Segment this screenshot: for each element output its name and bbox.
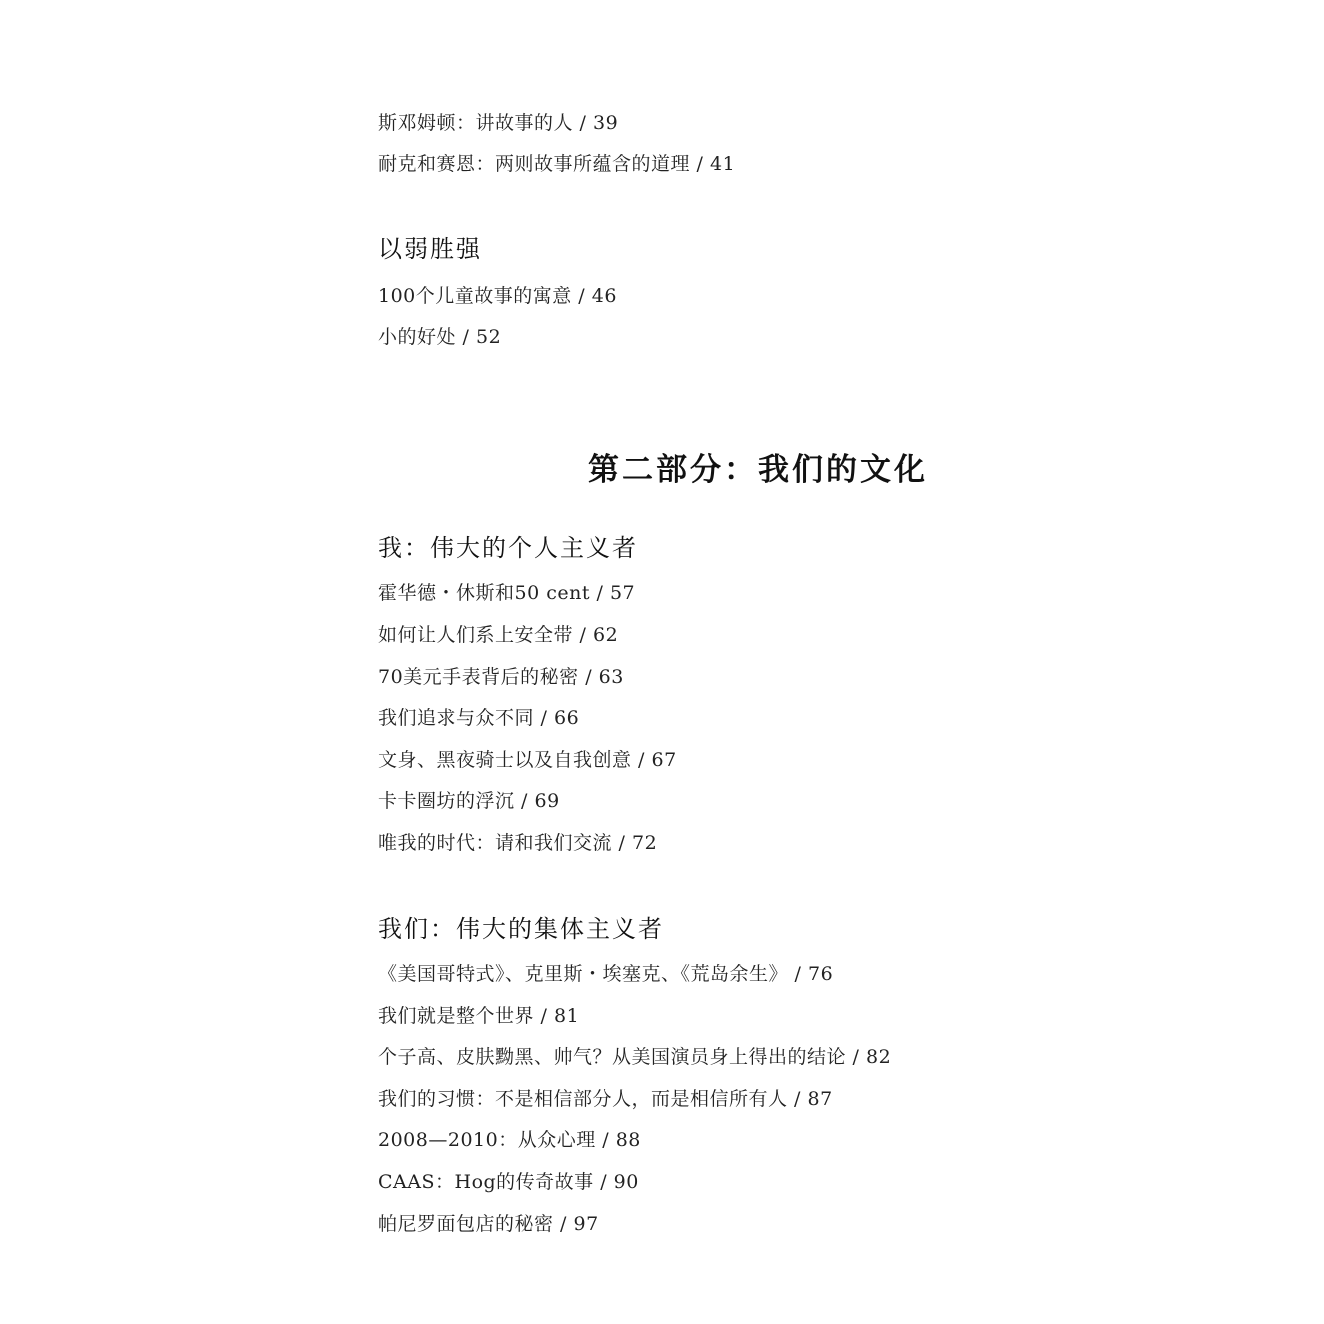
toc-entry: 70美元手表背后的秘密 / 63 bbox=[378, 666, 624, 688]
toc-entry: 霍华德・休斯和50 cent / 57 bbox=[378, 582, 636, 604]
toc-entry: 帕尼罗面包店的秘密 / 97 bbox=[378, 1213, 599, 1235]
toc-entry: 斯邓姆顿：讲故事的人 / 39 bbox=[378, 112, 619, 134]
toc-entry: 我们的习惯：不是相信部分人，而是相信所有人 / 87 bbox=[378, 1088, 833, 1110]
toc-entry: 小的好处 / 52 bbox=[378, 326, 502, 348]
toc-entry: 卡卡圈坊的浮沉 / 69 bbox=[378, 790, 560, 812]
toc-entry: 唯我的时代：请和我们交流 / 72 bbox=[378, 832, 658, 854]
section-heading: 我们：伟大的集体主义者 bbox=[378, 915, 664, 943]
toc-entry: 耐克和赛恩：两则故事所蕴含的道理 / 41 bbox=[378, 153, 736, 175]
section-heading: 我：伟大的个人主义者 bbox=[378, 534, 638, 562]
toc-entry: 2008—2010：从众心理 / 88 bbox=[378, 1129, 641, 1151]
toc-entry: CAAS：Hog的传奇故事 / 90 bbox=[378, 1171, 639, 1193]
toc-entry: 我们就是整个世界 / 81 bbox=[378, 1005, 580, 1027]
toc-entry: 个子高、皮肤黝黑、帅气？从美国演员身上得出的结论 / 82 bbox=[378, 1046, 892, 1068]
toc-entry: 100个儿童故事的寓意 / 46 bbox=[378, 285, 617, 307]
section-heading: 以弱胜强 bbox=[378, 235, 482, 263]
toc-entry: 《美国哥特式》、克里斯・埃塞克、《荒岛余生》 / 76 bbox=[378, 963, 834, 985]
toc-entry: 文身、黑夜骑士以及自我创意 / 67 bbox=[378, 749, 677, 771]
toc-entry: 如何让人们系上安全带 / 62 bbox=[378, 624, 619, 646]
toc-entry: 我们追求与众不同 / 66 bbox=[378, 707, 580, 729]
part-title: 第二部分：我们的文化 bbox=[588, 452, 928, 488]
